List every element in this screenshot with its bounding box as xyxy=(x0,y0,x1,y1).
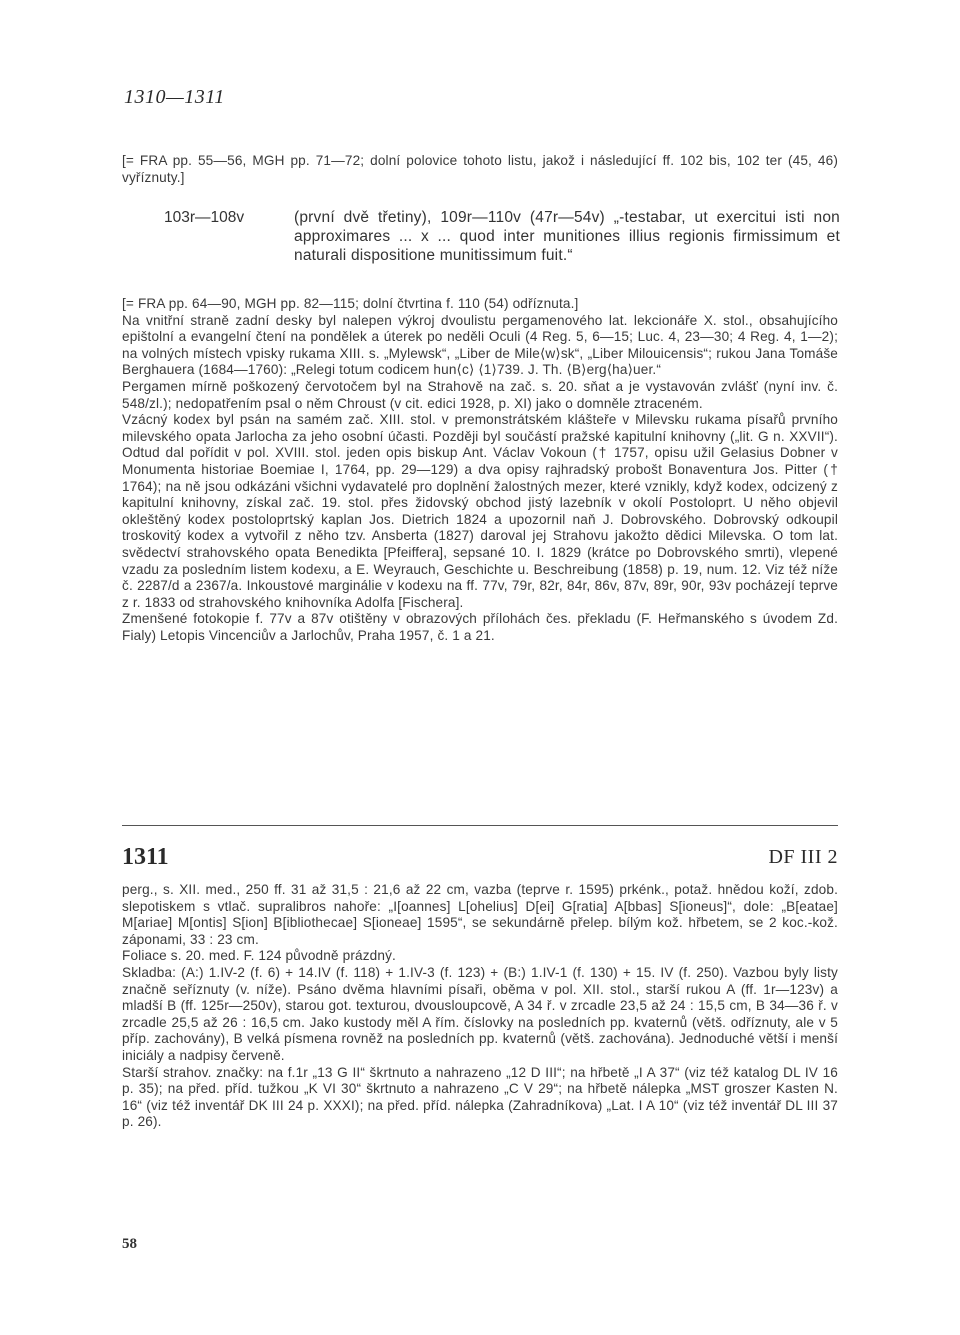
intro-bracket-note xyxy=(122,153,838,186)
paragraph-collation: Skladba: (A:) 1.IV-2 (f. 6) + 14.IV (f. 118) + 1.IV-3 (f. 123) + (B:) 1.IV-1 (f. 130) + 15. IV (f. 250). Vazbou byly listy značně seříznuty (v. níže). Psáno dvěma hlavními písaři, oběma v pol. XII. stol., starší rukou A (ff. 1r—123v) a mladší B (ff. 125r—250v), starou got. texturou, dvousloupcově, A 34 ř. v zrcadle 23,5 až 24 : 15,5 cm, B 34—36 ř. v zrcadle 25,5 až 26 : 16,5 cm. Jako kustody měl A řím. číslovky na posledních pp. kvaternů (větš. odříznuty, ale v 5 příp. zachovány), B velká písmena rovněž na posledních pp. kvaternů (větš. zachována). Jednoduché větší i menší iniciály a nadpisy červeně. xyxy=(122,964,838,1063)
running-title: 1310—1311 xyxy=(124,86,225,108)
entry-incipit: (první dvě třetiny), 109r—110v (47r—54v) „-testabar, ut exercitui isti non approximares ... x ... quod inter munitiones illius regionis firmissimum et naturali dispositione munitissimum fuit.“ xyxy=(294,209,840,264)
entry-number: 1311 xyxy=(122,844,169,870)
shelfmark: DF III 2 xyxy=(768,846,838,868)
paragraph-history: Vzácný kodex byl psán na samém zač. XIII. stol. v premonstrátském klášteře v Milevsku rukama písařů prvního milevského opata Jarlocha za jeho osobní účasti. Později byl součástí pražské kapitulní knihovny („lit. G n. XXVII“). Odtud dal pořídit v pol. XVIII. stol. jeden opis biskup Ant. Václav Vokoun († 1757, opisu užil Gelasius Dobner v Monumenta historiae Boemiae I, 1764, pp. 29—129) a dva opisy rajhradský probošt Bonaventura Jos. Pitter († 1764); na ně jsou odkázáni všichni vydavatelé pro doplnění žalostných mezer, které vznikly, když kodex, odcizený z kapitulní knihovny, získal zač. 19. stol. přes židovský obchod jistý lazebník v okolí Postoloprt. U něho objevil okleštěný kodex postoloprtský kaplan Jos. Dietrich 1824 a upozornil naň J. Dobrovského. Dobrovský odkoupil troskovitý kodex a vytvořil z něho tzv. Ansberta (1827) daroval jej Strahovu jakožto dědici Milevska. O tom lat. svědectví strahovského opata Benedikta [Pfeiffera], sepsané 10. I. 1829 (krátce po Dobrovského smrti), vlepené vzadu za posledním listem kodexu, a E. Weyrauch, Geschichte u. Beschreibung (1858) p. 19, num. 12. Viz též níže č. 2287/d a 2367/a. Inkoustové marginálie v kodexu na ff. 77v, 79r, 82r, 84r, 86v, 87v, 89r, 90r, 93v pocházejí teprve z r. 1833 od strahovského knihovníka Adolfa [Fischera]. xyxy=(122,412,838,610)
description-1310 xyxy=(122,296,838,644)
section-divider xyxy=(122,825,838,826)
bracket-note: [= FRA pp. 55—56, MGH pp. 71—72; dolní polovice tohoto listu, jakož i následující ff. 102 bis, 102 ter (45, 46) vyříznuty.] xyxy=(122,153,838,185)
description-1311 xyxy=(122,882,838,1131)
paragraph-binding: perg., s. XII. med., 250 ff. 31 až 31,5 : 21,6 až 22 cm, vazba (teprve r. 1595) prkénk., potaž. hnědou koží, zdob. slepotiskem s vtlač. supralibros nahoře: „I[oannes] L[ohelius] D[ei] G[ratia] A[bbas] S[ioneus]“, dole: „B[eatae] M[ariae] M[ontis] S[ion] B[ibliothecae] S[ioneae] 1595“, se sekundárně přelep. bílým kož. hřbetem, se 2 koc.-kož. záponami, 33 : 23 cm. xyxy=(122,882,838,947)
paragraph-parchment: Pergamen mírně poškozený červotočem byl na Strahově na zač. s. 20. sňat a je vystavován zvlášť (nyní inv. č. 548/zl.); nedopatřením psal o něm Chroust (v cit. edici 1928, p. XI) jako o domněle ztraceném. xyxy=(122,378,838,411)
paragraph-facsimiles: Zmenšené fotokopie f. 77v a 87v otištěny v obrazových přílohách čes. překladu (F. Heřmanského s úvodem Zd. Fialy) Letopis Vincenciův a Jarlochův, Praha 1957, č. 1 a 21. xyxy=(122,611,838,643)
paragraph-foliation: Foliace s. 20. med. F. 124 původně prázdný. xyxy=(122,948,396,964)
paragraph-paste-down: Na vnitřní straně zadní desky byl nalepen výkroj dvoulistu pergamenového lat. lekcionáře X. stol., obsahujícího epištolní a evangelní čtení na pondělek a úterek po neděli Oculi (4 Reg. 5, 6—15; Luc. 4, 23—30; 4 Reg. 4, 1—2); na volných místech vpisky rukama XIII. s. „Mylewsk“, „Liber de Mile⟨w⟩sk“, „Liber Milouicensis“; rukou Jana Tomáše Berghauera (1684—1760): „Relegi totum codicem hun⟨c⟩ ⟨1⟩739. J. Th. ⟨B⟩erg⟨ha⟩uer.“ xyxy=(122,312,838,378)
paragraph-old-signatures: Starší strahov. značky: na f.1r „13 G II“ škrtnuto a nahrazeno „12 D III“; na hřbetě „I A 37“ (viz též katalog DL IV 16 p. 35); na před. příd. tužkou „K VI 30“ škrtnuto a nahrazeno „C V 29“; na hřbetě nálepka „MST groszer Kasten N. 16“ (viz též inventář DK III 24 p. XXXI); na před. příd. nálepka (Zahradníkova) „Lat. I A 10“ (viz též inventář DL III 37 p. 26). xyxy=(122,1064,838,1130)
page-number: 58 xyxy=(122,1236,137,1252)
paragraph-edition-ref: [= FRA pp. 64—90, MGH pp. 82—115; dolní čtvrtina f. 110 (54) odříznuta.] xyxy=(122,296,579,311)
entry-folio-range: 103r—108v xyxy=(164,209,245,226)
